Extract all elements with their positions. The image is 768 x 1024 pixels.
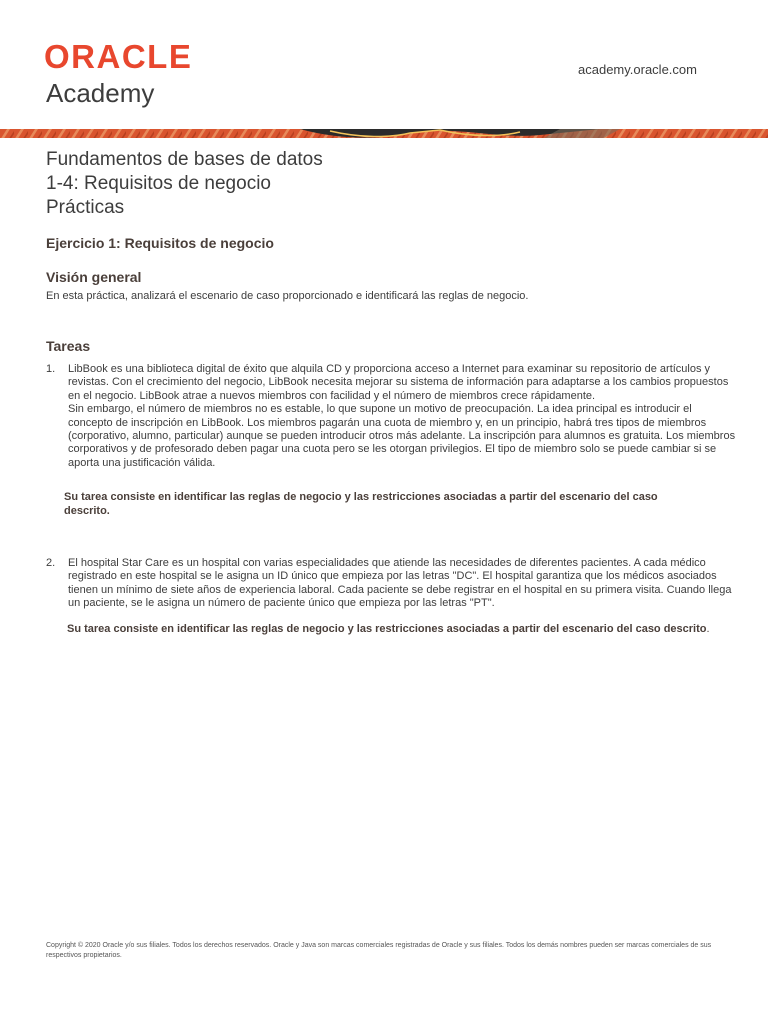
task-item-1 — [46, 363, 736, 470]
oracle-logo: ORACLE — [44, 38, 193, 75]
instruction-text: Su tarea consiste en identificar las reglas de negocio y las restricciones asociadas a partir del escenario del caso descrito — [67, 623, 707, 635]
academy-logo-text: Academy — [46, 78, 155, 108]
site-url: academy.oracle.com — [578, 62, 697, 77]
overview-text: En esta práctica, analizará el escenario de caso proporcionado e identificará las reglas de negocio. — [46, 290, 529, 302]
task-item-2 — [46, 557, 736, 611]
document-title — [46, 148, 323, 220]
task-number: 2. — [46, 557, 56, 569]
course-title: Fundamentos de bases de datos — [46, 149, 323, 170]
task-paragraph: LibBook es una biblioteca digital de éxito que alquila CD y proporciona acceso a Internet para examinar su repositorio de artículos y revistas. Con el crecimiento del negocio, LibBook necesita mejorar su sistema de información para adaptarse a los cambios propuestos en el negocio. LibBook atrae a nuevos miembros con facilidad y el número de miembros crece rápidamente. — [68, 363, 729, 402]
lesson-title: 1-4: Requisitos de negocio — [46, 173, 271, 194]
exercise-heading: Ejercicio 1: Requisitos de negocio — [46, 235, 274, 251]
tasks-heading: Tareas — [46, 338, 91, 354]
task-paragraph: Sin embargo, el número de miembros no es estable, lo que supone un motivo de preocupación. La idea principal es introducir el concepto de inscripción en LibBook. Los miembros pagarán una cuota de miembro y, en un principio, habrá tres tipos de miembros (corporativo, alumno, particular) aunque se pueden introducir otros más adelante. La inscripción para alumnos es gratuita. Los miembros corporativos y de profesorado deben pagar una cuota pero se les otorgan privilegios. El tipo de miembro solo se puede cambiar si se aporta una justificación válida. — [68, 403, 736, 469]
section-type: Prácticas — [46, 197, 125, 218]
instruction-period: . — [706, 623, 710, 635]
decorative-banner — [0, 127, 768, 138]
task-paragraph: El hospital Star Care es un hospital con varias especialidades que atiende las necesidades de diferentes pacientes. A cada médico registrado en este hospital se le asigna un ID único que empieza por las letras "DC". El hospital garantiza que los médicos asociados tienen un mínimo de siete años de experiencia laboral. Cada paciente se debe registrar en el hospital en su primera visita. Cuando llega un paciente, se le asigna un número de paciente único que empieza por las letras "PT". — [68, 557, 732, 610]
banner-pattern-icon — [0, 129, 768, 138]
task-instruction-1: Su tarea consiste en identificar las reglas de negocio y las restricciones asociadas a partir del escenario del caso descrito. — [64, 491, 658, 517]
task-instruction-2 — [67, 622, 747, 636]
task-number: 1. — [46, 363, 56, 375]
copyright-footer: Copyright © 2020 Oracle y/o sus filiales. Todos los derechos reservados. Oracle y Java son marcas comerciales registradas de Oracle y sus filiales. Todos los demás nombres pueden ser marcas comerciales de sus respectivos propietarios. — [46, 942, 712, 959]
overview-heading: Visión general — [46, 269, 142, 285]
